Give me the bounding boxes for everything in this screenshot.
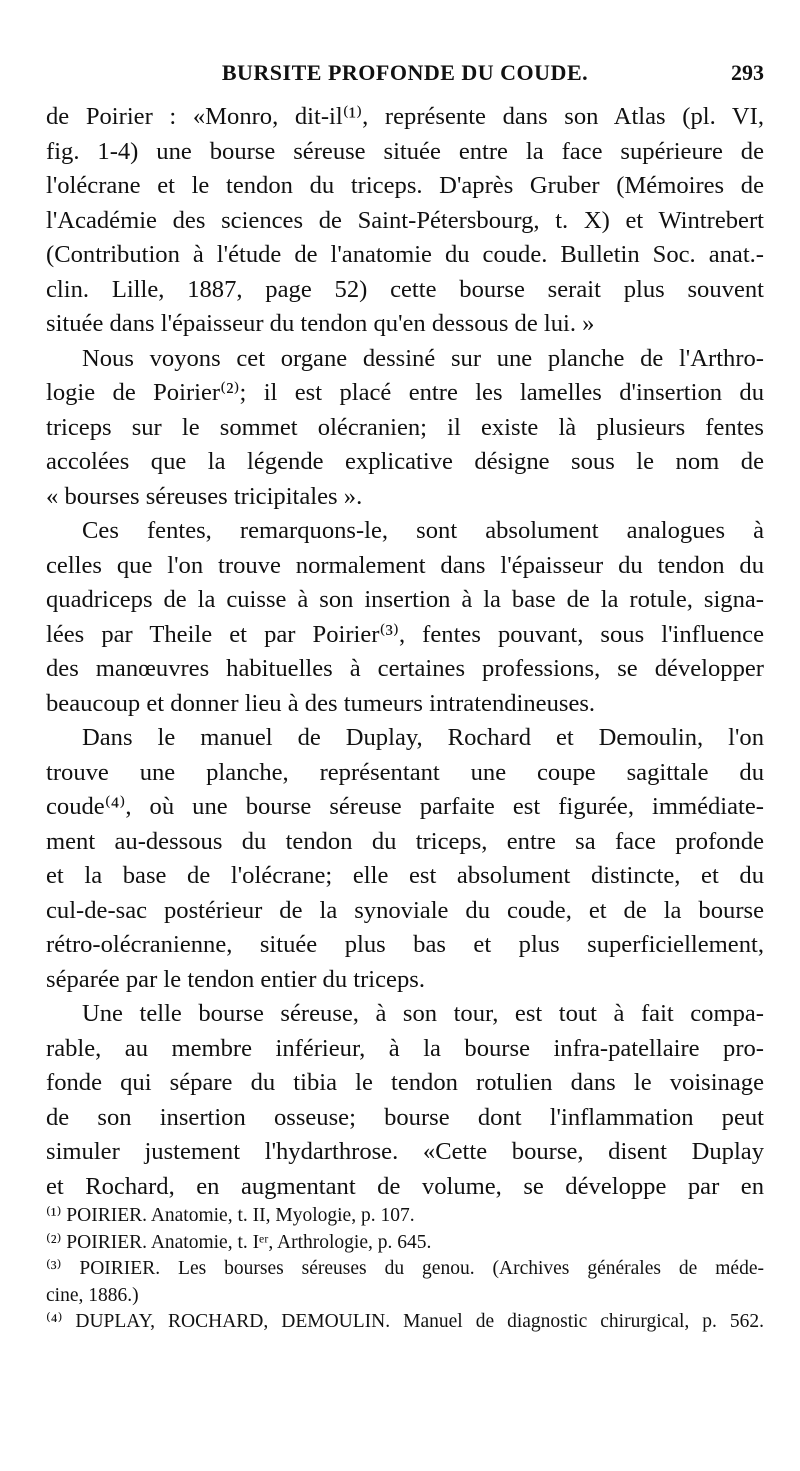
text-line: l'olécrane et le tendon du triceps. D'après Gruber (Mémoires de — [46, 172, 764, 199]
text-line: de Poirier : «Monro, dit-il⁽¹⁾, représente dans son Atlas (pl. VI, — [46, 103, 764, 130]
footnote-line: cine, 1886.) — [46, 1284, 139, 1306]
text-line: simuler justement l'hydarthrose. «Cette bourse, disent Duplay — [46, 1138, 764, 1165]
page-number: 293 — [731, 60, 764, 85]
text-line: quadriceps de la cuisse à son insertion à la base de la rotule, signa- — [46, 586, 764, 613]
footnote-line: ⁽²⁾ POIRIER. Anatomie, t. Iᵉʳ, Arthrologie, p. 645. — [46, 1231, 432, 1253]
text-line: celles que l'on trouve normalement dans l'épaisseur du tendon du — [46, 551, 764, 579]
text-line: de son insertion osseuse; bourse dont l'inflammation peut — [46, 1103, 764, 1131]
text-line: située dans l'épaisseur du tendon qu'en dessous de lui. » — [46, 310, 595, 337]
text-line: beaucoup et donner lieu à des tumeurs intratendineuses. — [46, 689, 596, 717]
text-line: clin. Lille, 1887, page 52) cette bourse serait plus souvent — [46, 275, 764, 303]
text-line: et Rochard, en augmentant de volume, se développe par en — [46, 1172, 764, 1200]
body-text — [46, 100, 764, 1204]
text-line: Nous voyons cet organe dessiné sur une planche de l'Arthro- — [82, 344, 764, 372]
text-line: rétro-olécranienne, située plus bas et plus superficiellement, — [46, 931, 764, 958]
text-line: « bourses séreuses tricipitales ». — [46, 482, 363, 510]
text-line: triceps sur le sommet olécranien; il existe là plusieurs fentes — [46, 413, 764, 441]
text-line: trouve une planche, représentant une coupe sagittale du — [46, 758, 764, 786]
text-line: coude⁽⁴⁾, où une bourse séreuse parfaite est figurée, immédiate- — [46, 793, 764, 820]
text-line: lées par Theile et par Poirier⁽³⁾, fentes pouvant, sous l'influence — [46, 620, 764, 648]
text-line: ment au-dessous du tendon du triceps, entre sa face profonde — [46, 827, 764, 855]
text-line: fig. 1-4) une bourse séreuse située entre la face supérieure de — [46, 137, 764, 165]
text-line: rable, au membre inférieur, à la bourse infra-patellaire pro- — [46, 1034, 764, 1062]
text-line: (Contribution à l'étude de l'anatomie du coude. Bulletin Soc. anat.- — [46, 241, 764, 268]
running-header — [46, 60, 764, 90]
text-line: séparée par le tendon entier du triceps. — [46, 965, 425, 993]
text-line: logie de Poirier⁽²⁾; il est placé entre les lamelles d'insertion du — [46, 379, 764, 406]
text-line: l'Académie des sciences de Saint-Pétersbourg, t. X) et Wintrebert — [46, 206, 764, 234]
text-line: fonde qui sépare du tibia le tendon rotulien dans le voisinage — [46, 1069, 764, 1096]
text-line: accolées que la légende explicative désigne sous le nom de — [46, 448, 764, 475]
text-line: et la base de l'olécrane; elle est absolument distincte, et du — [46, 862, 764, 889]
text-line: des manœuvres habituelles à certaines professions, se développer — [46, 655, 764, 682]
footnote-line: ⁽¹⁾ POIRIER. Anatomie, t. II, Myologie, p. 107. — [46, 1205, 415, 1226]
text-line: cul-de-sac postérieur de la synoviale du coude, et de la bourse — [46, 896, 764, 924]
footnotes — [46, 1203, 764, 1336]
text-line: Une telle bourse séreuse, à son tour, est tout à fait compa- — [82, 1000, 764, 1027]
text-line: Ces fentes, remarquons-le, sont absolument analogues à — [82, 517, 764, 544]
text-line: Dans le manuel de Duplay, Rochard et Demoulin, l'on — [82, 724, 764, 751]
footnote-line: ⁽⁴⁾ DUPLAY, ROCHARD, DEMOULIN. Manuel de diagnostic chirurgical, p. 562. — [46, 1311, 764, 1332]
running-title: BURSITE PROFONDE DU COUDE. — [221, 60, 589, 85]
footnote-line: ⁽³⁾ POIRIER. Les bourses séreuses du genou. (Archives générales de méde- — [46, 1258, 764, 1279]
